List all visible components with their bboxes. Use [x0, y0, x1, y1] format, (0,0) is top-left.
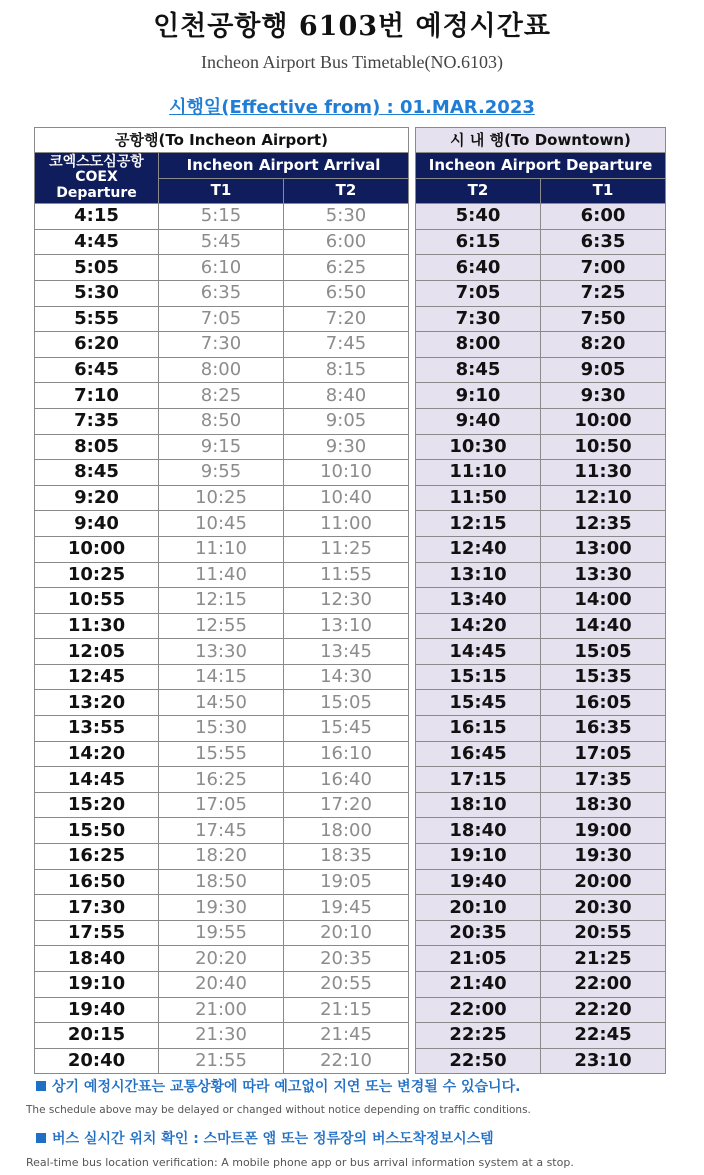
- departure-time-t2: 6:15: [416, 229, 541, 255]
- arrival-time-t1: 6:10: [159, 255, 284, 281]
- arrival-time-t2: 20:55: [284, 972, 409, 998]
- departure-time-t1: 15:35: [541, 664, 666, 690]
- table-row: [416, 255, 666, 281]
- table-row: [416, 920, 666, 946]
- coex-departure-time: 6:20: [35, 332, 159, 358]
- arrival-time-t1: 18:50: [159, 869, 284, 895]
- departure-time-t2: 15:45: [416, 690, 541, 716]
- table-row: [416, 562, 666, 588]
- departure-time-t1: 20:30: [541, 895, 666, 921]
- table-row: [416, 204, 666, 230]
- arrival-time-t2: 18:00: [284, 818, 409, 844]
- table-row: [35, 1023, 409, 1049]
- departure-time-t2: 7:05: [416, 280, 541, 306]
- table-row: [35, 408, 409, 434]
- departure-time-t2: 20:10: [416, 895, 541, 921]
- table-row: [416, 844, 666, 870]
- arrival-time-t2: 20:35: [284, 946, 409, 972]
- arrival-time-t2: 17:20: [284, 792, 409, 818]
- departure-time-t2: 18:10: [416, 792, 541, 818]
- arrival-time-t1: 17:45: [159, 818, 284, 844]
- departure-time-t2: 21:05: [416, 946, 541, 972]
- departure-time-t2: 16:45: [416, 741, 541, 767]
- coex-departure-time: 14:45: [35, 767, 159, 793]
- coex-departure-time: 16:50: [35, 869, 159, 895]
- arrival-time-t1: 8:00: [159, 357, 284, 383]
- departure-time-t2: 15:15: [416, 664, 541, 690]
- coex-departure-header: 코엑스도심공항 COEX Departure: [35, 153, 159, 204]
- arrival-time-t2: 8:40: [284, 383, 409, 409]
- to-downtown-table: [415, 127, 666, 1074]
- table-row: [416, 536, 666, 562]
- coex-departure-time: 19:10: [35, 972, 159, 998]
- departure-time-t1: 7:50: [541, 306, 666, 332]
- coex-departure-time: 11:30: [35, 613, 159, 639]
- table-row: [35, 511, 409, 537]
- table-row: [35, 946, 409, 972]
- arrival-time-t2: 19:45: [284, 895, 409, 921]
- table-row: [35, 255, 409, 281]
- to-airport-rows: [35, 204, 409, 1074]
- table-row: [35, 690, 409, 716]
- arrival-time-t2: 10:10: [284, 460, 409, 486]
- coex-departure-time: 20:15: [35, 1023, 159, 1049]
- coex-departure-time: 13:20: [35, 690, 159, 716]
- departure-time-t2: 22:25: [416, 1023, 541, 1049]
- table-row: [416, 869, 666, 895]
- arrival-time-t1: 14:15: [159, 664, 284, 690]
- arrival-time-t2: 10:40: [284, 485, 409, 511]
- departure-time-t1: 20:55: [541, 920, 666, 946]
- arrival-time-t1: 21:55: [159, 1048, 284, 1074]
- departure-time-t2: 13:40: [416, 588, 541, 614]
- departure-col-t2: T2: [416, 178, 541, 204]
- table-row: [416, 229, 666, 255]
- departure-time-t1: 22:20: [541, 997, 666, 1023]
- table-row: [35, 229, 409, 255]
- realtime-note-ko: [36, 1128, 494, 1148]
- coex-departure-time: 14:20: [35, 741, 159, 767]
- departure-time-t1: 14:00: [541, 588, 666, 614]
- table-row: [35, 664, 409, 690]
- departure-time-t1: 23:10: [541, 1048, 666, 1074]
- table-row: [35, 920, 409, 946]
- departure-time-t2: 12:40: [416, 536, 541, 562]
- table-row: [35, 972, 409, 998]
- arrival-time-t1: 10:45: [159, 511, 284, 537]
- arrival-time-t2: 12:30: [284, 588, 409, 614]
- departure-time-t1: 15:05: [541, 639, 666, 665]
- table-row: [416, 1048, 666, 1074]
- arrival-time-t1: 19:55: [159, 920, 284, 946]
- coex-departure-time: 9:20: [35, 485, 159, 511]
- bullet-square-icon: [36, 1133, 46, 1143]
- coex-departure-time: 17:55: [35, 920, 159, 946]
- coex-departure-time: 20:40: [35, 1048, 159, 1074]
- table-row: [416, 613, 666, 639]
- departure-time-t2: 8:45: [416, 357, 541, 383]
- departure-time-t1: 18:30: [541, 792, 666, 818]
- departure-time-t1: 9:30: [541, 383, 666, 409]
- arrival-time-t1: 21:30: [159, 1023, 284, 1049]
- realtime-note-ko-text: 버스 실시간 위치 확인 : 스마트폰 앱 또는 정류장의 버스도착정보시스템: [52, 1131, 494, 1147]
- departure-time-t2: 21:40: [416, 972, 541, 998]
- arrival-time-t2: 7:45: [284, 332, 409, 358]
- table-row: [35, 204, 409, 230]
- departure-time-t2: 14:20: [416, 613, 541, 639]
- arrival-time-t2: 16:10: [284, 741, 409, 767]
- arrival-time-t1: 14:50: [159, 690, 284, 716]
- arrival-time-t2: 21:15: [284, 997, 409, 1023]
- arrival-time-t2: 13:10: [284, 613, 409, 639]
- realtime-note-en: Real-time bus location verification: A mobile phone app or bus arrival information system at a stop.: [26, 1156, 574, 1169]
- table-row: [416, 716, 666, 742]
- table-row: [35, 997, 409, 1023]
- departure-time-t1: 13:30: [541, 562, 666, 588]
- arrival-time-t1: 9:15: [159, 434, 284, 460]
- table-row: [35, 767, 409, 793]
- departure-time-t1: 17:35: [541, 767, 666, 793]
- arrival-time-t2: 15:45: [284, 716, 409, 742]
- departure-time-t2: 16:15: [416, 716, 541, 742]
- arrival-time-t2: 16:40: [284, 767, 409, 793]
- coex-departure-time: 6:45: [35, 357, 159, 383]
- departure-time-t2: 10:30: [416, 434, 541, 460]
- table-row: [35, 818, 409, 844]
- arrival-time-t1: 7:05: [159, 306, 284, 332]
- departure-time-t1: 17:05: [541, 741, 666, 767]
- arrival-time-t1: 17:05: [159, 792, 284, 818]
- departure-time-t1: 11:30: [541, 460, 666, 486]
- arrival-time-t1: 6:35: [159, 280, 284, 306]
- arrival-time-t2: 6:00: [284, 229, 409, 255]
- departure-time-t1: 21:25: [541, 946, 666, 972]
- arrival-time-t2: 6:50: [284, 280, 409, 306]
- arrival-time-t1: 8:25: [159, 383, 284, 409]
- arrival-time-t2: 7:20: [284, 306, 409, 332]
- arrival-time-t2: 19:05: [284, 869, 409, 895]
- table-row: [35, 434, 409, 460]
- coex-departure-time: 9:40: [35, 511, 159, 537]
- coex-departure-time: 10:55: [35, 588, 159, 614]
- table-row: [416, 434, 666, 460]
- departure-time-t2: 19:10: [416, 844, 541, 870]
- table-row: [35, 357, 409, 383]
- departure-time-t1: 6:00: [541, 204, 666, 230]
- airport-departure-header: Incheon Airport Departure: [416, 153, 666, 179]
- arrival-time-t2: 11:55: [284, 562, 409, 588]
- departure-time-t2: 14:45: [416, 639, 541, 665]
- table-row: [416, 511, 666, 537]
- arrival-time-t2: 6:25: [284, 255, 409, 281]
- table-row: [416, 306, 666, 332]
- arrival-time-t2: 20:10: [284, 920, 409, 946]
- coex-departure-time: 12:05: [35, 639, 159, 665]
- coex-departure-time: 8:05: [35, 434, 159, 460]
- table-row: [35, 562, 409, 588]
- departure-time-t1: 14:40: [541, 613, 666, 639]
- departure-time-t1: 10:50: [541, 434, 666, 460]
- table-row: [416, 664, 666, 690]
- coex-departure-time: 4:45: [35, 229, 159, 255]
- arrival-time-t1: 10:25: [159, 485, 284, 511]
- arrival-time-t2: 8:15: [284, 357, 409, 383]
- arrival-col-t2: T2: [284, 178, 409, 204]
- departure-time-t1: 13:00: [541, 536, 666, 562]
- arrival-time-t1: 15:30: [159, 716, 284, 742]
- table-row: [416, 280, 666, 306]
- arrival-time-t2: 11:00: [284, 511, 409, 537]
- departure-time-t2: 7:30: [416, 306, 541, 332]
- coex-departure-time: 7:35: [35, 408, 159, 434]
- departure-time-t2: 5:40: [416, 204, 541, 230]
- table-row: [35, 280, 409, 306]
- table-row: [416, 485, 666, 511]
- coex-departure-time: 15:50: [35, 818, 159, 844]
- table-row: [416, 741, 666, 767]
- arrival-time-t1: 15:55: [159, 741, 284, 767]
- page-subtitle: Incheon Airport Bus Timetable(NO.6103): [201, 52, 503, 72]
- arrival-time-t2: 21:45: [284, 1023, 409, 1049]
- arrival-time-t1: 19:30: [159, 895, 284, 921]
- arrival-time-t1: 13:30: [159, 639, 284, 665]
- coex-departure-time: 5:05: [35, 255, 159, 281]
- departure-time-t2: 12:15: [416, 511, 541, 537]
- coex-departure-time: 5:30: [35, 280, 159, 306]
- to-airport-table: [34, 127, 409, 1074]
- arrival-time-t2: 5:30: [284, 204, 409, 230]
- arrival-time-t1: 20:40: [159, 972, 284, 998]
- arrival-time-t1: 11:10: [159, 536, 284, 562]
- table-row: [416, 946, 666, 972]
- departure-time-t2: 17:15: [416, 767, 541, 793]
- departure-time-t1: 7:25: [541, 280, 666, 306]
- departure-time-t2: 11:10: [416, 460, 541, 486]
- arrival-time-t2: 9:30: [284, 434, 409, 460]
- departure-col-t1: T1: [541, 178, 666, 204]
- departure-time-t2: 9:40: [416, 408, 541, 434]
- table-row: [416, 690, 666, 716]
- table-row: [416, 895, 666, 921]
- to-airport-header: 공항행(To Incheon Airport): [35, 128, 409, 153]
- arrival-time-t1: 21:00: [159, 997, 284, 1023]
- departure-time-t1: 22:00: [541, 972, 666, 998]
- coex-departure-time: 15:20: [35, 792, 159, 818]
- table-row: [35, 1048, 409, 1074]
- arrival-time-t1: 12:15: [159, 588, 284, 614]
- table-row: [416, 639, 666, 665]
- to-downtown-rows: [416, 204, 666, 1074]
- departure-time-t1: 10:00: [541, 408, 666, 434]
- table-row: [416, 792, 666, 818]
- table-row: [416, 460, 666, 486]
- coex-departure-time: 10:25: [35, 562, 159, 588]
- coex-departure-time: 18:40: [35, 946, 159, 972]
- arrival-time-t1: 16:25: [159, 767, 284, 793]
- departure-time-t2: 11:50: [416, 485, 541, 511]
- table-row: [35, 588, 409, 614]
- arrival-time-t1: 5:45: [159, 229, 284, 255]
- table-row: [416, 818, 666, 844]
- bullet-square-icon: [36, 1081, 46, 1091]
- departure-time-t1: 16:05: [541, 690, 666, 716]
- delay-note-ko: [36, 1076, 520, 1096]
- arrival-time-t1: 7:30: [159, 332, 284, 358]
- departure-time-t1: 16:35: [541, 716, 666, 742]
- table-row: [35, 536, 409, 562]
- departure-time-t2: 18:40: [416, 818, 541, 844]
- table-row: [35, 741, 409, 767]
- table-row: [416, 588, 666, 614]
- arrival-time-t2: 15:05: [284, 690, 409, 716]
- departure-time-t1: 12:35: [541, 511, 666, 537]
- coex-departure-time: 19:40: [35, 997, 159, 1023]
- arrival-time-t2: 9:05: [284, 408, 409, 434]
- arrival-time-t1: 9:55: [159, 460, 284, 486]
- departure-time-t1: 7:00: [541, 255, 666, 281]
- departure-time-t1: 12:10: [541, 485, 666, 511]
- table-row: [35, 844, 409, 870]
- departure-time-t2: 9:10: [416, 383, 541, 409]
- table-row: [416, 383, 666, 409]
- departure-time-t2: 20:35: [416, 920, 541, 946]
- arrival-time-t1: 8:50: [159, 408, 284, 434]
- departure-time-t2: 6:40: [416, 255, 541, 281]
- page-title: 인천공항행 6103번 예정시간표: [153, 11, 551, 42]
- coex-departure-time: 17:30: [35, 895, 159, 921]
- arrival-time-t1: 11:40: [159, 562, 284, 588]
- departure-time-t1: 6:35: [541, 229, 666, 255]
- arrival-time-t1: 20:20: [159, 946, 284, 972]
- table-row: [35, 306, 409, 332]
- coex-departure-time: 5:55: [35, 306, 159, 332]
- table-row: [35, 613, 409, 639]
- arrival-time-t1: 12:55: [159, 613, 284, 639]
- table-row: [416, 1023, 666, 1049]
- coex-departure-time: 16:25: [35, 844, 159, 870]
- table-row: [35, 792, 409, 818]
- delay-note-ko-text: 상기 예정시간표는 교통상황에 따라 예고없이 지연 또는 변경될 수 있습니다.: [52, 1079, 521, 1095]
- arrival-time-t1: 5:15: [159, 204, 284, 230]
- departure-time-t2: 19:40: [416, 869, 541, 895]
- table-row: [416, 332, 666, 358]
- arrival-time-t2: 13:45: [284, 639, 409, 665]
- table-row: [35, 332, 409, 358]
- table-row: [35, 639, 409, 665]
- table-row: [35, 460, 409, 486]
- departure-time-t1: 22:45: [541, 1023, 666, 1049]
- effective-date: 시행일(Effective from) : 01.MAR.2023: [169, 97, 535, 118]
- arrival-time-t1: 18:20: [159, 844, 284, 870]
- airport-arrival-header: Incheon Airport Arrival: [159, 153, 409, 179]
- table-row: [416, 972, 666, 998]
- arrival-time-t2: 14:30: [284, 664, 409, 690]
- coex-departure-time: 4:15: [35, 204, 159, 230]
- arrival-col-t1: T1: [159, 178, 284, 204]
- table-row: [416, 767, 666, 793]
- departure-time-t2: 22:00: [416, 997, 541, 1023]
- arrival-time-t2: 22:10: [284, 1048, 409, 1074]
- arrival-time-t2: 11:25: [284, 536, 409, 562]
- coex-departure-time: 12:45: [35, 664, 159, 690]
- departure-time-t2: 8:00: [416, 332, 541, 358]
- coex-departure-time: 8:45: [35, 460, 159, 486]
- arrival-time-t2: 18:35: [284, 844, 409, 870]
- table-row: [416, 357, 666, 383]
- departure-time-t1: 20:00: [541, 869, 666, 895]
- coex-departure-time: 13:55: [35, 716, 159, 742]
- departure-time-t1: 8:20: [541, 332, 666, 358]
- table-row: [35, 895, 409, 921]
- table-row: [35, 716, 409, 742]
- departure-time-t1: 19:00: [541, 818, 666, 844]
- departure-time-t1: 9:05: [541, 357, 666, 383]
- table-row: [416, 997, 666, 1023]
- table-row: [35, 869, 409, 895]
- departure-time-t2: 22:50: [416, 1048, 541, 1074]
- departure-time-t1: 19:30: [541, 844, 666, 870]
- delay-note-en: The schedule above may be delayed or changed without notice depending on traffic conditions.: [26, 1104, 531, 1116]
- departure-time-t2: 13:10: [416, 562, 541, 588]
- coex-departure-time: 10:00: [35, 536, 159, 562]
- coex-departure-time: 7:10: [35, 383, 159, 409]
- table-row: [416, 408, 666, 434]
- to-downtown-header: 시 내 행(To Downtown): [416, 128, 666, 153]
- table-row: [35, 383, 409, 409]
- table-row: [35, 485, 409, 511]
